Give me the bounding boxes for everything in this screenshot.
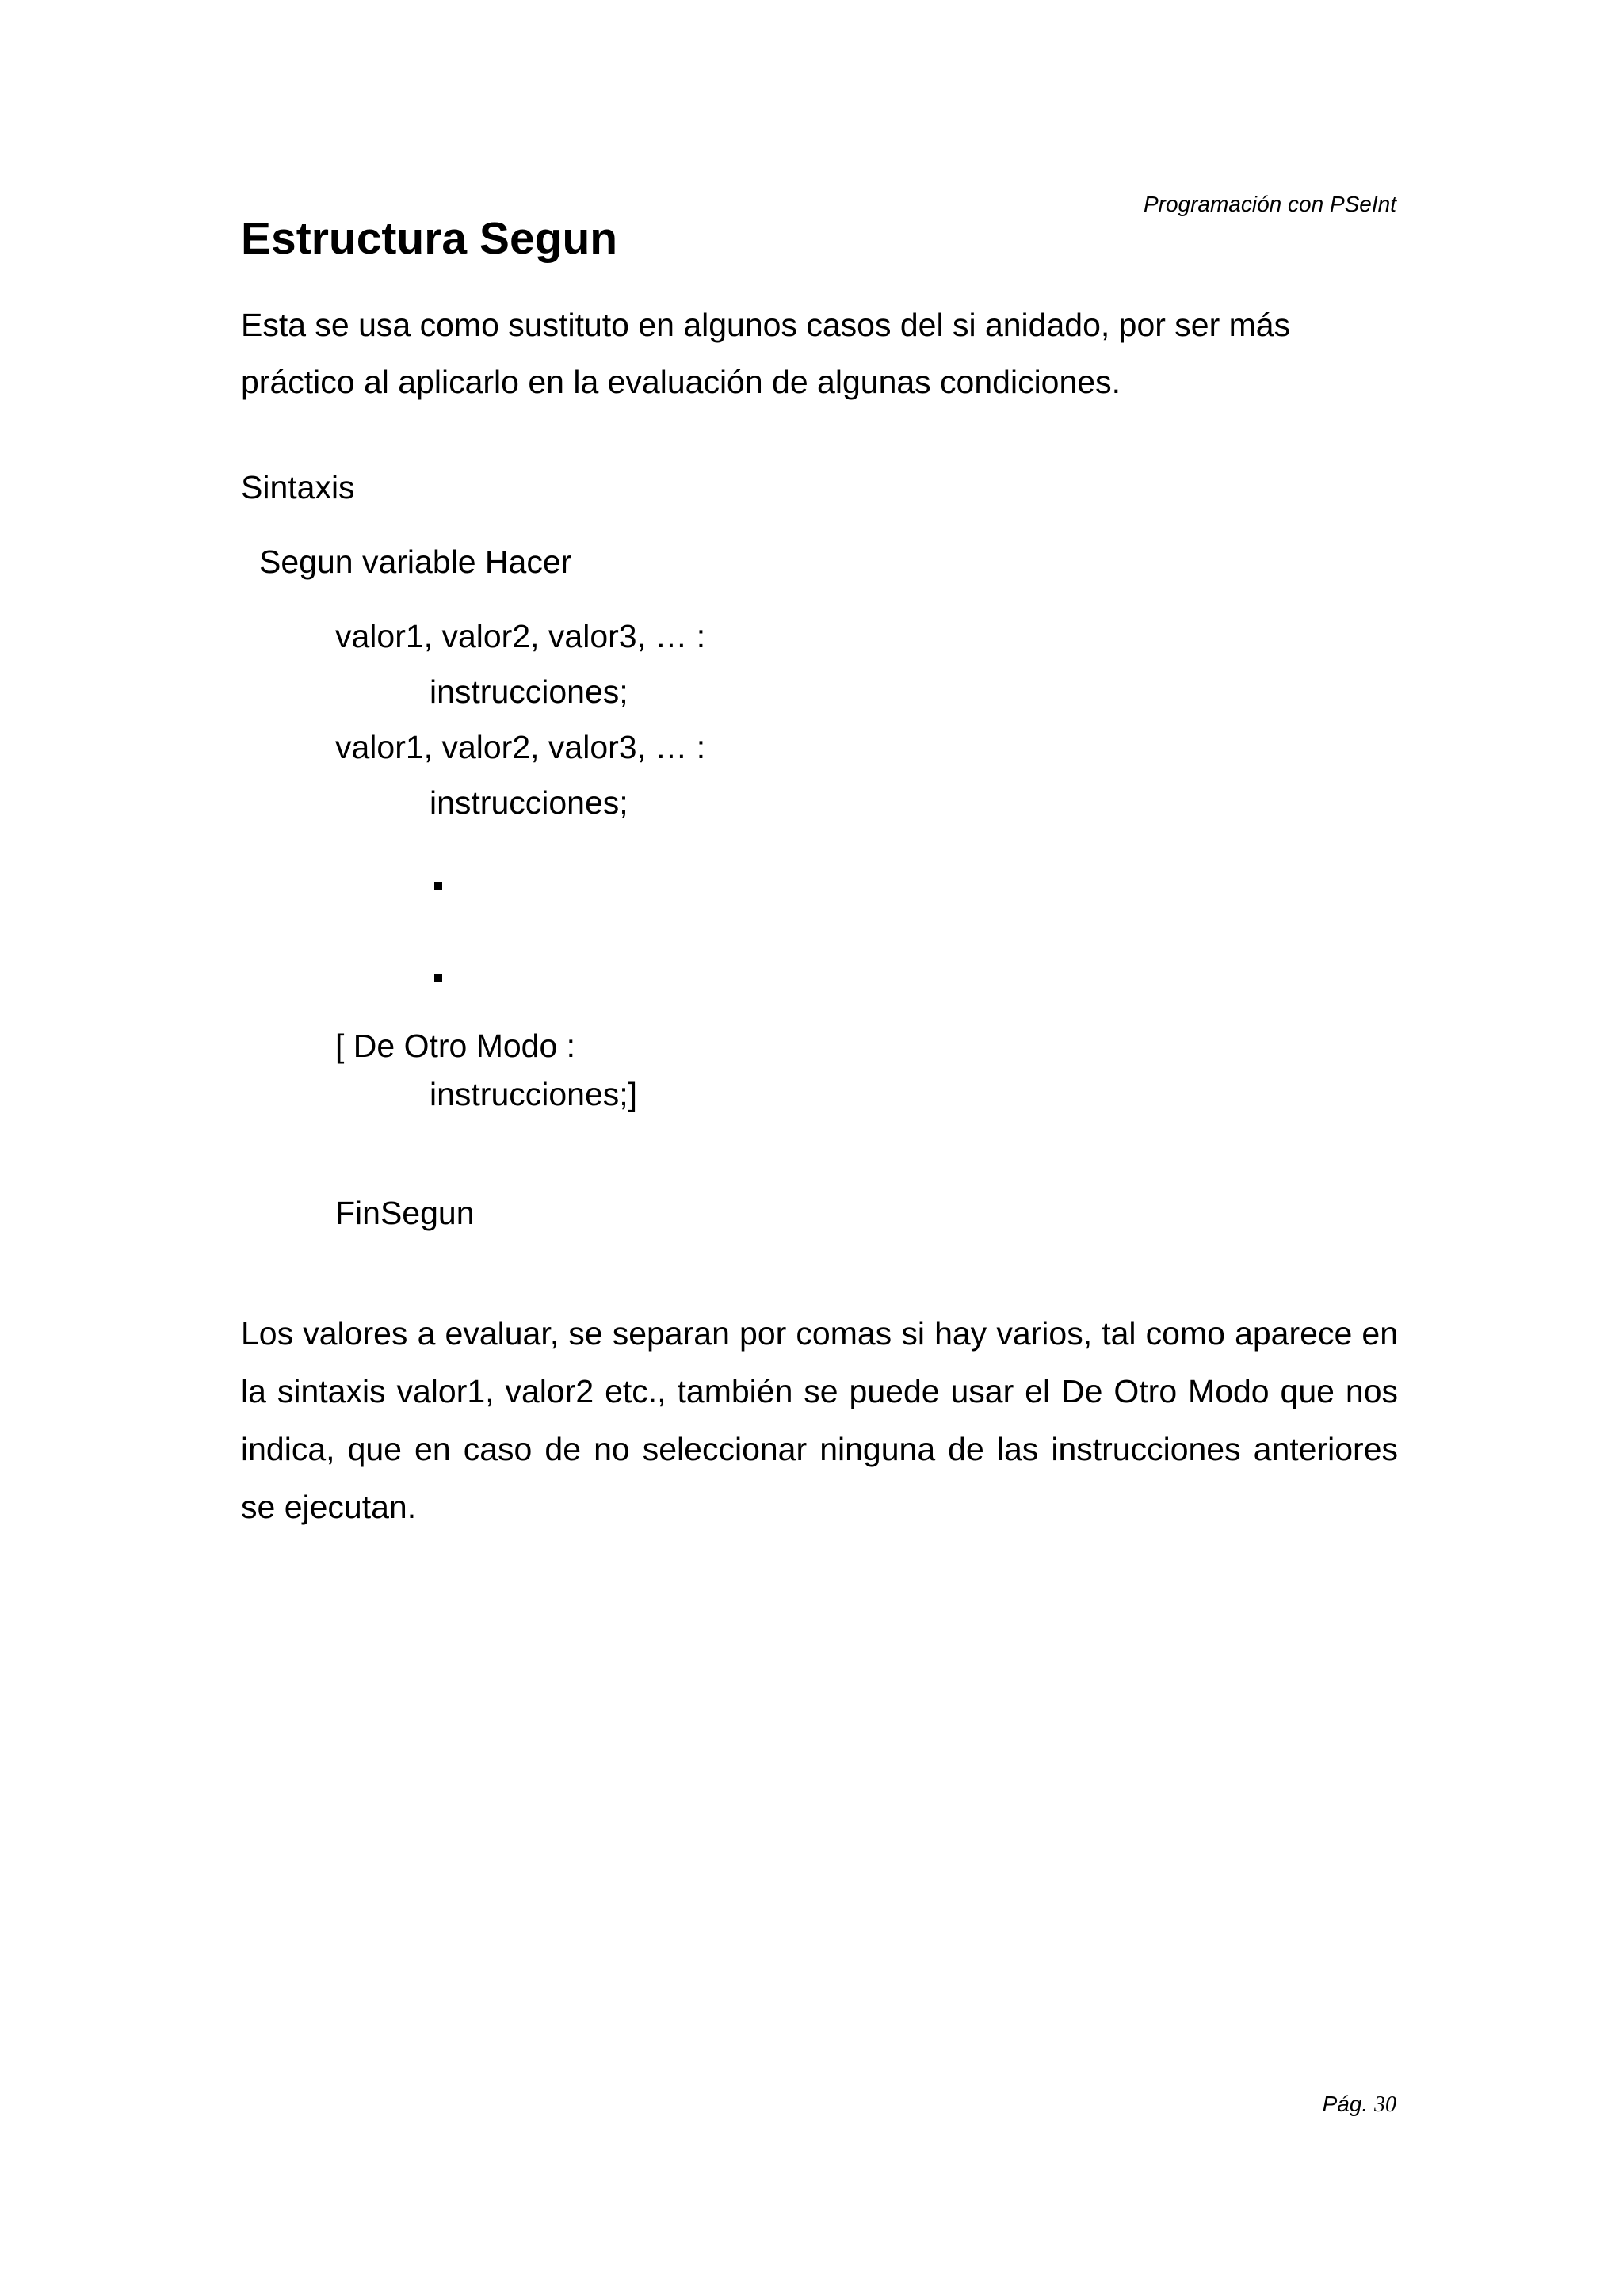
page-number: 30 xyxy=(1374,2092,1396,2117)
syntax-segun-line: Segun variable Hacer xyxy=(259,543,572,580)
syntax-case2-body: instrucciones; xyxy=(430,784,628,821)
intro-paragraph xyxy=(241,296,1398,410)
intro-line-1: Esta se usa como sustituto en algunos casos del si anidado, por ser más xyxy=(241,307,1291,343)
explanation-paragraph: Los valores a evaluar, se separan por comas si hay varios, tal como aparece en la sintaxis valor1, valor2 etc., también se puede usar el De Otro Modo que nos indica, que en caso de no seleccionar ninguna de las instrucciones anteriores se ejecutan. xyxy=(241,1315,1398,1525)
syntax-finsegun-line: FinSegun xyxy=(335,1195,475,1231)
section-title: Estructura Segun xyxy=(241,213,618,264)
ellipsis-dot xyxy=(434,974,442,982)
page-label: Pág. xyxy=(1322,2092,1369,2116)
ellipsis-dot xyxy=(434,882,442,890)
running-header: Programación con PSeInt xyxy=(1143,192,1396,216)
page-footer xyxy=(1323,2092,1396,2118)
syntax-case1-body: instrucciones; xyxy=(430,673,628,710)
syntax-default-body: instrucciones;] xyxy=(430,1076,638,1112)
syntax-default-label: [ De Otro Modo : xyxy=(335,1028,576,1064)
syntax-case1-values: valor1, valor2, valor3, … : xyxy=(335,618,706,654)
syntax-case2-values: valor1, valor2, valor3, … : xyxy=(335,729,706,765)
intro-line-2: práctico al aplicarlo en la evaluación de algunas condiciones. xyxy=(241,364,1121,400)
syntax-label: Sintaxis xyxy=(241,469,355,505)
